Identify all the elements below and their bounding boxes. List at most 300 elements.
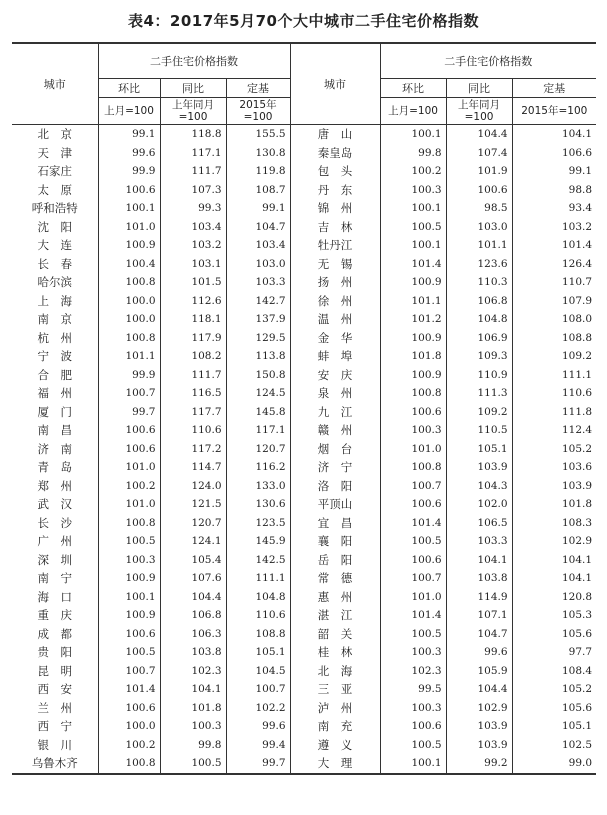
right-base-value: 99.0	[512, 754, 596, 774]
left-group-header: 二手住宅价格指数	[98, 43, 290, 79]
left-yoy-value: 103.2	[160, 236, 226, 255]
right-city-name: 蚌 埠	[290, 347, 380, 366]
left-city-name: 南 京	[37, 312, 72, 327]
left-yoy-value: 118.1	[160, 310, 226, 329]
right-mom-value: 99.5	[380, 680, 446, 699]
left-yoy-value: 103.8	[160, 643, 226, 662]
left-yoy-value: 106.3	[160, 625, 226, 644]
right-mom-value: 100.9	[380, 366, 446, 385]
left-base-value: 120.7	[226, 440, 290, 459]
right-city-name: 金 华	[290, 329, 380, 348]
right-city-name: 桂 林	[290, 643, 380, 662]
right-yoy-value: 107.4	[446, 144, 512, 163]
table-body	[12, 125, 596, 774]
left-mom-value: 100.6	[98, 421, 160, 440]
left-mom-value: 99.7	[98, 403, 160, 422]
left-base-value: 142.5	[226, 551, 290, 570]
right-base-value: 107.9	[512, 292, 596, 311]
right-city-name: 烟 台	[290, 440, 380, 459]
left-city-name: 石家庄	[37, 164, 72, 179]
left-mom-value: 100.6	[98, 440, 160, 459]
left-base-value: 113.8	[226, 347, 290, 366]
right-base-value: 99.1	[512, 162, 596, 181]
right-city-name: 安 庆	[290, 366, 380, 385]
left-city-name: 济 南	[37, 441, 72, 456]
right-mom-value: 100.1	[380, 236, 446, 255]
table-row	[12, 329, 596, 348]
left-yoy-base: 上年同月=100	[160, 98, 226, 125]
right-mom-value: 100.7	[380, 477, 446, 496]
right-base-value: 97.7	[512, 643, 596, 662]
left-mom-header: 环比	[98, 79, 160, 98]
right-city-name: 温 州	[290, 310, 380, 329]
left-city-name: 西 安	[37, 682, 72, 697]
right-base-value: 104.1	[512, 125, 596, 144]
left-base-value: 108.8	[226, 625, 290, 644]
right-city-name: 牡丹江	[290, 236, 380, 255]
left-city-name: 福 州	[37, 386, 72, 401]
right-city-name: 南 充	[290, 717, 380, 736]
right-city-name: 吉 林	[290, 218, 380, 237]
left-base-value: 111.1	[226, 569, 290, 588]
left-base-value: 130.6	[226, 495, 290, 514]
right-mom-value: 100.3	[380, 643, 446, 662]
right-yoy-value: 104.4	[446, 125, 512, 144]
right-mom-value: 100.5	[380, 625, 446, 644]
right-mom-value: 100.8	[380, 384, 446, 403]
left-city-name: 长 春	[37, 256, 72, 271]
right-mom-base: 上月=100	[380, 98, 446, 125]
left-base-value: 123.5	[226, 514, 290, 533]
left-city-name: 呼和浩特	[31, 201, 78, 216]
left-base-value: 150.8	[226, 366, 290, 385]
right-base-value: 105.1	[512, 717, 596, 736]
right-city-name: 北 海	[290, 662, 380, 681]
right-base-value: 98.8	[512, 181, 596, 200]
table-row	[12, 421, 596, 440]
left-yoy-value: 117.9	[160, 329, 226, 348]
right-mom-value: 100.5	[380, 532, 446, 551]
left-mom-value: 99.6	[98, 144, 160, 163]
price-index-table-container	[12, 42, 596, 775]
table-row	[12, 199, 596, 218]
right-yoy-value: 106.9	[446, 329, 512, 348]
left-city-name: 乌鲁木齐	[12, 754, 98, 774]
left-mom-value: 100.1	[98, 588, 160, 607]
right-base-value: 108.3	[512, 514, 596, 533]
right-mom-value: 101.1	[380, 292, 446, 311]
left-base-header: 定基	[226, 79, 290, 98]
left-mom-value: 99.1	[98, 125, 160, 144]
left-mom-value: 100.5	[98, 532, 160, 551]
table-row	[12, 162, 596, 181]
right-base-value: 103.2	[512, 218, 596, 237]
right-yoy-value: 107.1	[446, 606, 512, 625]
table-row	[12, 273, 596, 292]
left-yoy-value: 103.4	[160, 218, 226, 237]
left-mom-value: 100.0	[98, 310, 160, 329]
left-city-name: 上 海	[37, 293, 72, 308]
table-row	[12, 606, 596, 625]
right-city-name: 洛 阳	[290, 477, 380, 496]
right-mom-header: 环比	[380, 79, 446, 98]
right-mom-value: 101.0	[380, 588, 446, 607]
left-mom-value: 100.6	[98, 699, 160, 718]
right-yoy-value: 103.9	[446, 736, 512, 755]
right-mom-value: 100.6	[380, 551, 446, 570]
table-row	[12, 144, 596, 163]
left-city-name: 南 昌	[37, 423, 72, 438]
table-row	[12, 255, 596, 274]
right-mom-value: 100.1	[380, 125, 446, 144]
left-city-name: 厦 门	[37, 404, 72, 419]
left-base-value: 99.6	[226, 717, 290, 736]
right-base-value: 105.6	[512, 699, 596, 718]
left-base-value: 103.4	[226, 236, 290, 255]
left-base-value: 105.1	[226, 643, 290, 662]
left-base-value: 130.8	[226, 144, 290, 163]
price-index-table	[12, 42, 596, 775]
left-city-header: 城市	[12, 43, 98, 125]
table-row	[12, 403, 596, 422]
left-yoy-value: 121.5	[160, 495, 226, 514]
table-row	[12, 310, 596, 329]
right-base-value: 105.2	[512, 440, 596, 459]
left-mom-value: 100.6	[98, 625, 160, 644]
left-yoy-value: 120.7	[160, 514, 226, 533]
right-mom-value: 102.3	[380, 662, 446, 681]
right-city-header: 城市	[290, 43, 380, 125]
right-city-name: 泸 州	[290, 699, 380, 718]
right-yoy-value: 110.9	[446, 366, 512, 385]
left-mom-value: 99.9	[98, 366, 160, 385]
right-mom-value: 100.9	[380, 273, 446, 292]
right-base-value: 102.5	[512, 736, 596, 755]
right-yoy-value: 99.6	[446, 643, 512, 662]
right-yoy-value: 111.3	[446, 384, 512, 403]
right-mom-value: 101.4	[380, 255, 446, 274]
left-yoy-value: 104.4	[160, 588, 226, 607]
left-base-value: 104.7	[226, 218, 290, 237]
right-base-header: 定基	[512, 79, 596, 98]
right-mom-value: 100.6	[380, 403, 446, 422]
right-yoy-value: 104.7	[446, 625, 512, 644]
right-yoy-value: 101.9	[446, 162, 512, 181]
right-city-name: 无 锡	[290, 255, 380, 274]
left-base-value: 103.0	[226, 255, 290, 274]
right-yoy-value: 106.8	[446, 292, 512, 311]
table-row	[12, 699, 596, 718]
left-yoy-value: 117.1	[160, 144, 226, 163]
left-city-name: 沈 阳	[37, 219, 72, 234]
right-base-value: 111.1	[512, 366, 596, 385]
right-yoy-value: 100.6	[446, 181, 512, 200]
left-yoy-value: 124.0	[160, 477, 226, 496]
table-row	[12, 495, 596, 514]
left-city-name: 深 圳	[37, 552, 72, 567]
left-yoy-value: 118.8	[160, 125, 226, 144]
table-row	[12, 292, 596, 311]
right-mom-value: 101.4	[380, 606, 446, 625]
left-mom-value: 100.5	[98, 643, 160, 662]
right-mom-value: 100.9	[380, 329, 446, 348]
left-mom-base: 上月=100	[98, 98, 160, 125]
right-city-name: 秦皇岛	[290, 144, 380, 163]
left-yoy-value: 104.1	[160, 680, 226, 699]
left-base-value: 145.9	[226, 532, 290, 551]
table-row	[12, 514, 596, 533]
right-city-name: 九 江	[290, 403, 380, 422]
left-mom-value: 101.4	[98, 680, 160, 699]
right-yoy-value: 102.9	[446, 699, 512, 718]
left-yoy-value: 105.4	[160, 551, 226, 570]
left-mom-value: 101.0	[98, 458, 160, 477]
table-row	[12, 236, 596, 255]
right-city-name: 唐 山	[290, 125, 380, 144]
table-row	[12, 347, 596, 366]
left-base-value: 108.7	[226, 181, 290, 200]
left-mom-value: 100.3	[98, 551, 160, 570]
left-yoy-value: 102.3	[160, 662, 226, 681]
right-yoy-value: 104.3	[446, 477, 512, 496]
table-row	[12, 384, 596, 403]
left-base-value: 99.7	[226, 754, 290, 774]
right-yoy-base: 上年同月=100	[446, 98, 512, 125]
left-city-name: 哈尔滨	[37, 275, 72, 290]
left-city-name: 郑 州	[37, 478, 72, 493]
left-city-name: 宁 波	[37, 349, 72, 364]
table-header	[12, 43, 596, 125]
left-city-name: 昆 明	[37, 663, 72, 678]
table-row	[12, 588, 596, 607]
table-row	[12, 458, 596, 477]
right-city-name: 济 宁	[290, 458, 380, 477]
left-city-name: 杭 州	[37, 330, 72, 345]
left-yoy-value: 106.8	[160, 606, 226, 625]
right-base-value: 93.4	[512, 199, 596, 218]
left-base-value: 104.5	[226, 662, 290, 681]
left-mom-value: 100.6	[98, 181, 160, 200]
right-base-value: 101.4	[512, 236, 596, 255]
right-base-value: 120.8	[512, 588, 596, 607]
right-yoy-header: 同比	[446, 79, 512, 98]
left-mom-value: 100.9	[98, 606, 160, 625]
left-mom-value: 99.9	[98, 162, 160, 181]
right-mom-value: 100.3	[380, 421, 446, 440]
right-yoy-value: 103.8	[446, 569, 512, 588]
left-mom-value: 101.0	[98, 218, 160, 237]
right-base-value: 105.6	[512, 625, 596, 644]
right-yoy-value: 106.5	[446, 514, 512, 533]
left-city-name: 海 口	[37, 589, 72, 604]
left-mom-value: 100.4	[98, 255, 160, 274]
right-group-header: 二手住宅价格指数	[380, 43, 596, 79]
right-yoy-value: 104.8	[446, 310, 512, 329]
table-row	[12, 477, 596, 496]
left-base-value: 124.5	[226, 384, 290, 403]
left-yoy-value: 103.1	[160, 255, 226, 274]
right-city-name: 锦 州	[290, 199, 380, 218]
left-yoy-value: 111.7	[160, 366, 226, 385]
left-base-value: 104.8	[226, 588, 290, 607]
right-city-name: 大 理	[290, 754, 380, 774]
table-row	[12, 643, 596, 662]
table-row	[12, 181, 596, 200]
right-yoy-value: 103.9	[446, 458, 512, 477]
left-mom-value: 100.8	[98, 329, 160, 348]
table-row	[12, 662, 596, 681]
right-base-value: 105.2	[512, 680, 596, 699]
right-mom-value: 99.8	[380, 144, 446, 163]
table-row	[12, 625, 596, 644]
right-mom-value: 100.8	[380, 458, 446, 477]
right-city-name: 扬 州	[290, 273, 380, 292]
left-city-name: 广 州	[37, 534, 72, 549]
left-yoy-value: 107.6	[160, 569, 226, 588]
right-mom-value: 100.3	[380, 181, 446, 200]
left-mom-value: 100.7	[98, 662, 160, 681]
left-base-value: 100.7	[226, 680, 290, 699]
right-city-name: 赣 州	[290, 421, 380, 440]
right-base-value: 110.6	[512, 384, 596, 403]
left-mom-value: 100.8	[98, 514, 160, 533]
right-yoy-value: 109.3	[446, 347, 512, 366]
right-yoy-value: 104.1	[446, 551, 512, 570]
left-yoy-value: 99.8	[160, 736, 226, 755]
right-city-name: 韶 关	[290, 625, 380, 644]
left-base-value: 129.5	[226, 329, 290, 348]
right-yoy-value: 103.0	[446, 218, 512, 237]
right-mom-value: 101.8	[380, 347, 446, 366]
left-mom-value: 101.0	[98, 495, 160, 514]
table-row	[12, 569, 596, 588]
left-mom-value: 100.2	[98, 477, 160, 496]
left-yoy-header: 同比	[160, 79, 226, 98]
left-city-name: 西 宁	[37, 719, 72, 734]
right-yoy-value: 99.2	[446, 754, 512, 774]
right-city-name: 宜 昌	[290, 514, 380, 533]
left-base-value: 99.4	[226, 736, 290, 755]
table-row	[12, 532, 596, 551]
left-base-value: 142.7	[226, 292, 290, 311]
table-row	[12, 366, 596, 385]
right-city-name: 襄 阳	[290, 532, 380, 551]
left-mom-value: 100.0	[98, 717, 160, 736]
right-city-name: 遵 义	[290, 736, 380, 755]
table-row	[12, 551, 596, 570]
right-base-value: 108.8	[512, 329, 596, 348]
left-city-name: 太 原	[37, 182, 72, 197]
right-base-value: 109.2	[512, 347, 596, 366]
right-base-value: 101.8	[512, 495, 596, 514]
right-yoy-value: 101.1	[446, 236, 512, 255]
table-title: 表4：2017年5月70个大中城市二手住宅价格指数	[128, 12, 479, 30]
table-row	[12, 680, 596, 699]
right-yoy-value: 110.5	[446, 421, 512, 440]
left-city-name: 南 宁	[37, 571, 72, 586]
right-base-value: 104.1	[512, 551, 596, 570]
right-base-value: 110.7	[512, 273, 596, 292]
right-city-name: 常 德	[290, 569, 380, 588]
left-city-name: 长 沙	[37, 515, 72, 530]
left-mom-value: 100.2	[98, 736, 160, 755]
left-base-value: 119.8	[226, 162, 290, 181]
right-yoy-value: 114.9	[446, 588, 512, 607]
left-yoy-value: 110.6	[160, 421, 226, 440]
left-base-value: 155.5	[226, 125, 290, 144]
right-base-value: 103.9	[512, 477, 596, 496]
table-row	[12, 736, 596, 755]
right-yoy-value: 109.2	[446, 403, 512, 422]
left-mom-value: 100.9	[98, 236, 160, 255]
table-row	[12, 218, 596, 237]
left-city-name: 兰 州	[37, 700, 72, 715]
right-base-value: 102.9	[512, 532, 596, 551]
right-yoy-value: 98.5	[446, 199, 512, 218]
left-yoy-value: 100.3	[160, 717, 226, 736]
left-yoy-value: 101.5	[160, 273, 226, 292]
left-base-value: 102.2	[226, 699, 290, 718]
left-mom-value: 100.8	[98, 273, 160, 292]
left-mom-value: 100.8	[98, 754, 160, 774]
left-base-base: 2015年=100	[226, 98, 290, 125]
right-base-base: 2015年=100	[512, 98, 596, 125]
right-city-name: 平顶山	[290, 495, 380, 514]
right-yoy-value: 105.1	[446, 440, 512, 459]
right-yoy-value: 123.6	[446, 255, 512, 274]
right-city-name: 岳 阳	[290, 551, 380, 570]
right-mom-value: 100.5	[380, 218, 446, 237]
right-mom-value: 100.1	[380, 754, 446, 774]
left-base-value: 145.8	[226, 403, 290, 422]
right-base-value: 111.8	[512, 403, 596, 422]
right-base-value: 108.0	[512, 310, 596, 329]
right-yoy-value: 110.3	[446, 273, 512, 292]
left-yoy-value: 108.2	[160, 347, 226, 366]
right-city-name: 湛 江	[290, 606, 380, 625]
right-yoy-value: 102.0	[446, 495, 512, 514]
left-mom-value: 100.7	[98, 384, 160, 403]
left-city-name: 北 京	[37, 127, 72, 142]
left-mom-value: 100.0	[98, 292, 160, 311]
left-mom-value: 100.9	[98, 569, 160, 588]
left-base-value: 110.6	[226, 606, 290, 625]
right-city-name: 泉 州	[290, 384, 380, 403]
right-mom-value: 101.4	[380, 514, 446, 533]
right-yoy-value: 103.9	[446, 717, 512, 736]
right-base-value: 104.1	[512, 569, 596, 588]
left-yoy-value: 100.5	[160, 754, 226, 774]
left-yoy-value: 107.3	[160, 181, 226, 200]
left-yoy-value: 117.2	[160, 440, 226, 459]
right-city-name: 三 亚	[290, 680, 380, 699]
left-mom-value: 100.1	[98, 199, 160, 218]
left-base-value: 99.1	[226, 199, 290, 218]
right-mom-value: 100.2	[380, 162, 446, 181]
right-city-name: 惠 州	[290, 588, 380, 607]
right-mom-value: 100.7	[380, 569, 446, 588]
right-base-value: 126.4	[512, 255, 596, 274]
left-city-name: 贵 阳	[37, 645, 72, 660]
left-base-value: 133.0	[226, 477, 290, 496]
right-yoy-value: 105.9	[446, 662, 512, 681]
right-base-value: 106.6	[512, 144, 596, 163]
left-city-name: 合 肥	[37, 367, 72, 382]
left-yoy-value: 99.3	[160, 199, 226, 218]
right-base-value: 103.6	[512, 458, 596, 477]
left-city-name: 天 津	[37, 145, 72, 160]
table-row	[12, 717, 596, 736]
